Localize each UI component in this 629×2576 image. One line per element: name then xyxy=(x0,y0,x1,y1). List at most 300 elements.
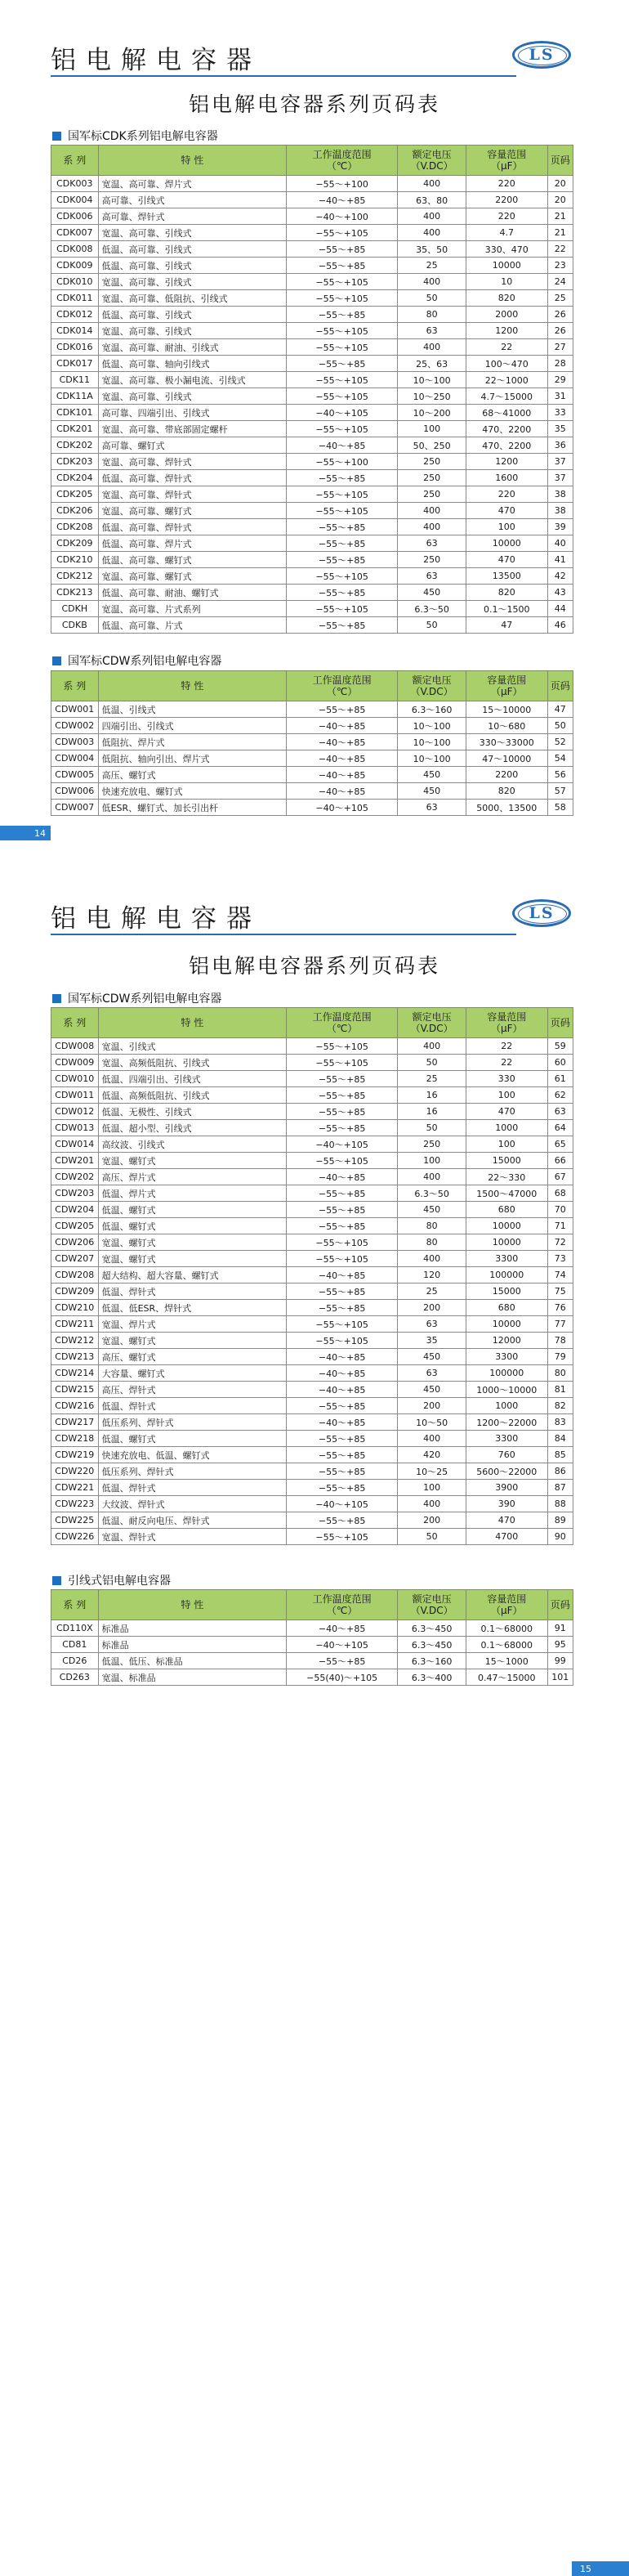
table-row xyxy=(51,421,573,437)
cell-capacitance: 100000 xyxy=(466,1267,548,1284)
cell-capacitance: 1200 xyxy=(466,323,548,339)
cell-series: CDK007 xyxy=(51,225,99,241)
cell-voltage: 25 xyxy=(398,1284,466,1300)
cell-series: CDW204 xyxy=(51,1202,99,1218)
table-row xyxy=(51,1620,573,1637)
cell-page: 20 xyxy=(547,192,573,208)
cell-capacitance: 3300 xyxy=(466,1349,548,1365)
cell-feature: 低压系列、焊针式 xyxy=(98,1414,286,1431)
cell-feature: 低温、焊针式 xyxy=(98,1480,286,1496)
cell-series: CDW004 xyxy=(51,750,99,767)
table-row xyxy=(51,405,573,421)
cell-temp: −40～+85 xyxy=(287,783,398,800)
series-table xyxy=(51,145,573,634)
cell-capacitance: 47 xyxy=(466,617,548,634)
cell-feature: 宽温、焊片式 xyxy=(98,1316,286,1333)
cell-page: 37 xyxy=(547,454,573,470)
series-table xyxy=(51,1007,573,1545)
table-row xyxy=(51,258,573,274)
cell-series: CDW209 xyxy=(51,1284,99,1300)
cell-temp: −55～+105 xyxy=(287,1529,398,1545)
cell-temp: −40～+85 xyxy=(287,767,398,783)
cell-temp: −55～+85 xyxy=(287,1071,398,1087)
table-row xyxy=(51,1120,573,1136)
header-capacitance: 容量范围 （μF） xyxy=(466,1590,548,1620)
cell-series: CDW011 xyxy=(51,1087,99,1104)
table-row xyxy=(51,388,573,405)
cell-page: 65 xyxy=(547,1136,573,1153)
cell-feature: 标准品 xyxy=(98,1637,286,1653)
cell-temp: −55～+85 xyxy=(287,1447,398,1463)
cell-series: CDW217 xyxy=(51,1414,99,1431)
cell-series: CD110X xyxy=(51,1620,99,1637)
cell-temp: −55～+105 xyxy=(287,1333,398,1349)
table-row xyxy=(51,1365,573,1382)
cell-temp: −55～+85 xyxy=(287,1218,398,1234)
cell-temp: −55～+105 xyxy=(287,290,398,307)
cell-feature: 低温、高可靠、螺钉式 xyxy=(98,552,286,568)
cell-feature: 低ESR、螺钉式、加长引出杆 xyxy=(98,800,286,816)
cell-page: 64 xyxy=(547,1120,573,1136)
cell-voltage: 200 xyxy=(398,1398,466,1414)
cell-temp: −40～+85 xyxy=(287,1267,398,1284)
cell-voltage: 6.3～450 xyxy=(398,1620,466,1637)
cell-temp: −55～+105 xyxy=(287,601,398,617)
cell-series: CDW203 xyxy=(51,1185,99,1202)
header-temp: 工作温度范围 （℃） xyxy=(287,1590,398,1620)
cell-feature: 宽温、引线式 xyxy=(98,1038,286,1055)
table-row xyxy=(51,750,573,767)
header-page: 页码 xyxy=(547,146,573,176)
cell-page: 36 xyxy=(547,437,573,454)
table-row xyxy=(51,1316,573,1333)
cell-temp: −40～+85 xyxy=(287,1414,398,1431)
table-row xyxy=(51,1653,573,1669)
cell-voltage: 25、63 xyxy=(398,356,466,372)
cell-feature: 低温、高可靠、耐油、螺钉式 xyxy=(98,585,286,601)
table-row xyxy=(51,1398,573,1414)
cell-capacitance: 220 xyxy=(466,208,548,225)
cell-series: CDKB xyxy=(51,617,99,634)
cell-series: CDW218 xyxy=(51,1431,99,1447)
header-page: 页码 xyxy=(547,1008,573,1038)
cell-voltage: 400 xyxy=(398,1496,466,1512)
table-row xyxy=(51,454,573,470)
cell-feature: 高可靠、焊针式 xyxy=(98,208,286,225)
table-row xyxy=(51,1234,573,1251)
cell-page: 52 xyxy=(547,734,573,750)
cell-series: CD26 xyxy=(51,1653,99,1669)
cell-feature: 低温、高可靠、焊针式 xyxy=(98,519,286,535)
cell-voltage: 10～250 xyxy=(398,388,466,405)
cell-capacitance: 15000 xyxy=(466,1153,548,1169)
cell-series: CDW208 xyxy=(51,1267,99,1284)
cell-voltage: 10～200 xyxy=(398,405,466,421)
cell-capacitance: 1500～47000 xyxy=(466,1185,548,1202)
cell-page: 54 xyxy=(547,750,573,767)
cell-feature: 快速充放电、螺钉式 xyxy=(98,783,286,800)
cell-series: CDW206 xyxy=(51,1234,99,1251)
header-temp: 工作温度范围 （℃） xyxy=(287,146,398,176)
cell-page: 26 xyxy=(547,323,573,339)
table-row xyxy=(51,1087,573,1104)
cell-voltage: 400 xyxy=(398,339,466,356)
cell-series: CDK012 xyxy=(51,307,99,323)
header-series: 系 列 xyxy=(51,1590,99,1620)
cell-page: 95 xyxy=(547,1637,573,1653)
cell-series: CDK003 xyxy=(51,176,99,192)
cell-capacitance: 13500 xyxy=(466,568,548,585)
cell-series: CDK009 xyxy=(51,258,99,274)
cell-series: CDW210 xyxy=(51,1300,99,1316)
cell-series: CDW215 xyxy=(51,1382,99,1398)
table-row xyxy=(51,307,573,323)
cell-series: CDW225 xyxy=(51,1512,99,1529)
cell-series: CDW201 xyxy=(51,1153,99,1169)
cell-temp: −55～+105 xyxy=(287,1055,398,1071)
table-row xyxy=(51,1185,573,1202)
cell-series: CDW220 xyxy=(51,1463,99,1480)
cell-capacitance: 10 xyxy=(466,274,548,290)
cell-series: CDW002 xyxy=(51,718,99,734)
table-row xyxy=(51,192,573,208)
cell-capacitance: 820 xyxy=(466,585,548,601)
cell-series: CDW216 xyxy=(51,1398,99,1414)
cell-feature: 低温、焊片式 xyxy=(98,1185,286,1202)
table-row xyxy=(51,1300,573,1316)
cell-page: 66 xyxy=(547,1153,573,1169)
cell-capacitance: 470 xyxy=(466,1104,548,1120)
cell-voltage: 80 xyxy=(398,1218,466,1234)
cell-temp: −55～+105 xyxy=(287,1316,398,1333)
cell-temp: −55～+105 xyxy=(287,1234,398,1251)
cell-series: CDK202 xyxy=(51,437,99,454)
header-feature: 特 性 xyxy=(98,671,286,701)
cell-series: CD81 xyxy=(51,1637,99,1653)
cell-capacitance: 22～330 xyxy=(466,1169,548,1185)
cell-series: CDK017 xyxy=(51,356,99,372)
cell-page: 86 xyxy=(547,1463,573,1480)
table-row xyxy=(51,1071,573,1087)
header-page: 页码 xyxy=(547,671,573,701)
table-row xyxy=(51,1637,573,1653)
cell-temp: −55～+85 xyxy=(287,1398,398,1414)
header-page: 页码 xyxy=(547,1590,573,1620)
cell-temp: −40～+105 xyxy=(287,405,398,421)
cell-voltage: 35 xyxy=(398,1333,466,1349)
cell-voltage: 450 xyxy=(398,1349,466,1365)
cell-voltage: 100 xyxy=(398,1153,466,1169)
cell-series: CDW012 xyxy=(51,1104,99,1120)
cell-voltage: 80 xyxy=(398,307,466,323)
table-row xyxy=(51,1669,573,1686)
header-title: 铝电解电容器 xyxy=(51,904,261,934)
cell-feature: 高纹波、引线式 xyxy=(98,1136,286,1153)
cell-feature: 高可靠、四端引出、引线式 xyxy=(98,405,286,421)
cell-page: 81 xyxy=(547,1382,573,1398)
cell-voltage: 250 xyxy=(398,470,466,486)
cell-series: CDK004 xyxy=(51,192,99,208)
cell-feature: 低温、高可靠、引线式 xyxy=(98,307,286,323)
header-series: 系 列 xyxy=(51,146,99,176)
cell-capacitance: 0.47～15000 xyxy=(466,1669,548,1686)
cell-capacitance: 4.7 xyxy=(466,225,548,241)
cell-temp: −40～+100 xyxy=(287,208,398,225)
cell-temp: −55～+105 xyxy=(287,274,398,290)
cell-temp: −55～+85 xyxy=(287,470,398,486)
cell-capacitance: 390 xyxy=(466,1496,548,1512)
cell-capacitance: 0.1～1500 xyxy=(466,601,548,617)
table-row xyxy=(51,356,573,372)
cell-voltage: 63 xyxy=(398,535,466,552)
header-capacitance: 容量范围 （μF） xyxy=(466,671,548,701)
cell-feature: 低温、超小型、引线式 xyxy=(98,1120,286,1136)
cell-capacitance: 820 xyxy=(466,783,548,800)
cell-feature: 宽温、标准品 xyxy=(98,1669,286,1686)
cell-feature: 超大结构、超大容量、螺钉式 xyxy=(98,1267,286,1284)
cell-feature: 低阻抗、焊片式 xyxy=(98,734,286,750)
cell-feature: 宽温、高可靠、引线式 xyxy=(98,388,286,405)
cell-page: 61 xyxy=(547,1071,573,1087)
cell-page: 89 xyxy=(547,1512,573,1529)
cell-series: CDK11 xyxy=(51,372,99,388)
table-row xyxy=(51,372,573,388)
table-header-row xyxy=(51,1008,573,1038)
cell-page: 84 xyxy=(547,1431,573,1447)
cell-feature: 宽温、高可靠、焊针式 xyxy=(98,486,286,503)
cell-feature: 高压、焊片式 xyxy=(98,1169,286,1185)
cell-temp: −55～+85 xyxy=(287,701,398,718)
cell-voltage: 400 xyxy=(398,1038,466,1055)
cell-temp: −55～+85 xyxy=(287,1087,398,1104)
cell-page: 25 xyxy=(547,290,573,307)
cell-series: CDK209 xyxy=(51,535,99,552)
cell-feature: 低温、高可靠、焊片式 xyxy=(98,535,286,552)
cell-capacitance: 470 xyxy=(466,552,548,568)
cell-feature: 低温、四端引出、引线式 xyxy=(98,1071,286,1087)
cell-temp: −55～+85 xyxy=(287,1480,398,1496)
cell-series: CDW212 xyxy=(51,1333,99,1349)
cell-temp: −55～+105 xyxy=(287,421,398,437)
table-row xyxy=(51,1251,573,1267)
cell-voltage: 63、80 xyxy=(398,192,466,208)
table-row xyxy=(51,1333,573,1349)
header-voltage: 额定电压 （V.DC） xyxy=(398,1590,466,1620)
cell-temp: −55～+85 xyxy=(287,1512,398,1529)
cell-voltage: 450 xyxy=(398,1382,466,1398)
cell-feature: 低温、高频低阻抗、引线式 xyxy=(98,1087,286,1104)
header-title: 铝电解电容器 xyxy=(51,46,261,75)
cell-feature: 低温、高可靠、片式 xyxy=(98,617,286,634)
cell-feature: 低温、焊针式 xyxy=(98,1398,286,1414)
cell-voltage: 10～100 xyxy=(398,372,466,388)
cell-series: CDW010 xyxy=(51,1071,99,1087)
cell-temp: −40～+85 xyxy=(287,437,398,454)
cell-page: 99 xyxy=(547,1653,573,1669)
cell-voltage: 400 xyxy=(398,274,466,290)
cell-feature: 低温、引线式 xyxy=(98,701,286,718)
cell-capacitance: 2000 xyxy=(466,307,548,323)
cell-capacitance: 3300 xyxy=(466,1251,548,1267)
cell-feature: 宽温、高可靠、引线式 xyxy=(98,323,286,339)
cell-voltage: 6.3～160 xyxy=(398,1653,466,1669)
cell-feature: 宽温、螺钉式 xyxy=(98,1153,286,1169)
cell-feature: 低温、低压、标准品 xyxy=(98,1653,286,1669)
cell-page: 74 xyxy=(547,1267,573,1284)
cell-temp: −55(40)～+105 xyxy=(287,1669,398,1686)
cell-page: 21 xyxy=(547,225,573,241)
cell-page: 44 xyxy=(547,601,573,617)
cell-capacitance: 10000 xyxy=(466,535,548,552)
table-row xyxy=(51,1153,573,1169)
cell-series: CDK205 xyxy=(51,486,99,503)
cell-series: CDW006 xyxy=(51,783,99,800)
cell-voltage: 63 xyxy=(398,323,466,339)
cell-series: CDW214 xyxy=(51,1365,99,1382)
cell-voltage: 450 xyxy=(398,1202,466,1218)
cell-page: 41 xyxy=(547,552,573,568)
cell-capacitance: 5000、13500 xyxy=(466,800,548,816)
cell-voltage: 10～100 xyxy=(398,750,466,767)
cell-capacitance: 820 xyxy=(466,290,548,307)
cell-temp: −55～+85 xyxy=(287,1185,398,1202)
cell-voltage: 400 xyxy=(398,1251,466,1267)
header-voltage: 额定电压 （V.DC） xyxy=(398,1008,466,1038)
cell-voltage: 63 xyxy=(398,1316,466,1333)
cell-temp: −55～+105 xyxy=(287,486,398,503)
table-row xyxy=(51,274,573,290)
cell-voltage: 50 xyxy=(398,1529,466,1545)
cell-page: 60 xyxy=(547,1055,573,1071)
cell-series: CDK203 xyxy=(51,454,99,470)
table-row xyxy=(51,585,573,601)
cell-series: CDK014 xyxy=(51,323,99,339)
cell-capacitance: 100～470 xyxy=(466,356,548,372)
table-row xyxy=(51,1414,573,1431)
cell-series: CDW001 xyxy=(51,701,99,718)
cell-page: 24 xyxy=(547,274,573,290)
cell-series: CDW205 xyxy=(51,1218,99,1234)
table-header-row xyxy=(51,671,573,701)
cell-page: 50 xyxy=(547,718,573,734)
header-rule xyxy=(51,75,516,77)
cell-page: 63 xyxy=(547,1104,573,1120)
section-title: 国军标CDK系列铝电解电容器 xyxy=(52,128,218,144)
cell-page: 21 xyxy=(547,208,573,225)
cell-capacitance: 100 xyxy=(466,1087,548,1104)
cell-feature: 宽温、高频低阻抗、引线式 xyxy=(98,1055,286,1071)
table-row xyxy=(51,1055,573,1071)
cell-voltage: 6.3～400 xyxy=(398,1669,466,1686)
cell-page: 43 xyxy=(547,585,573,601)
cell-voltage: 250 xyxy=(398,1136,466,1153)
header-voltage: 额定电压 （V.DC） xyxy=(398,146,466,176)
cell-feature: 低温、螺钉式 xyxy=(98,1431,286,1447)
section-square-icon xyxy=(52,656,61,665)
cell-series: CDW213 xyxy=(51,1349,99,1365)
cell-temp: −55～+105 xyxy=(287,568,398,585)
cell-capacitance: 1600 xyxy=(466,470,548,486)
cell-temp: −40～+85 xyxy=(287,734,398,750)
cell-voltage: 400 xyxy=(398,519,466,535)
cell-voltage: 6.3～450 xyxy=(398,1637,466,1653)
cell-capacitance: 220 xyxy=(466,176,548,192)
cell-capacitance: 10000 xyxy=(466,258,548,274)
table-row xyxy=(51,486,573,503)
cell-page: 83 xyxy=(547,1414,573,1431)
cell-temp: −55～+105 xyxy=(287,323,398,339)
cell-capacitance: 4700 xyxy=(466,1529,548,1545)
table-header-row xyxy=(51,1590,573,1620)
cell-temp: −55～+85 xyxy=(287,535,398,552)
cell-capacitance: 680 xyxy=(466,1300,548,1316)
table-row xyxy=(51,1463,573,1480)
cell-voltage: 450 xyxy=(398,767,466,783)
cell-feature: 宽温、高可靠、低阻抗、引线式 xyxy=(98,290,286,307)
cell-page: 67 xyxy=(547,1169,573,1185)
table-row xyxy=(51,241,573,258)
cell-voltage: 250 xyxy=(398,454,466,470)
cell-page: 47 xyxy=(547,701,573,718)
table-row xyxy=(51,519,573,535)
cell-voltage: 100 xyxy=(398,1480,466,1496)
header-feature: 特 性 xyxy=(98,1590,286,1620)
cell-capacitance: 0.1～68000 xyxy=(466,1637,548,1653)
table-row xyxy=(51,470,573,486)
section-title: 国军标CDW系列铝电解电容器 xyxy=(52,652,221,669)
cell-capacitance: 10000 xyxy=(466,1218,548,1234)
table-row xyxy=(51,1447,573,1463)
table-row xyxy=(51,176,573,192)
cell-page: 76 xyxy=(547,1300,573,1316)
cell-page: 46 xyxy=(547,617,573,634)
header-series: 系 列 xyxy=(51,1008,99,1038)
cell-feature: 高压、螺钉式 xyxy=(98,767,286,783)
cell-capacitance: 22 xyxy=(466,339,548,356)
cell-voltage: 6.3～50 xyxy=(398,1185,466,1202)
cell-voltage: 63 xyxy=(398,568,466,585)
cell-series: CDK210 xyxy=(51,552,99,568)
cell-feature: 高压、螺钉式 xyxy=(98,1349,286,1365)
table-row xyxy=(51,800,573,816)
header-capacitance: 容量范围 （μF） xyxy=(466,146,548,176)
cell-page: 90 xyxy=(547,1529,573,1545)
table-row xyxy=(51,718,573,734)
cell-page: 56 xyxy=(547,767,573,783)
cell-page: 75 xyxy=(547,1284,573,1300)
cell-page: 22 xyxy=(547,241,573,258)
catalog-page-left xyxy=(0,0,629,858)
cell-series: CDW008 xyxy=(51,1038,99,1055)
cell-voltage: 35、50 xyxy=(398,241,466,258)
cell-page: 79 xyxy=(547,1349,573,1365)
cell-series: CDK011 xyxy=(51,290,99,307)
cell-capacitance: 15000 xyxy=(466,1284,548,1300)
cell-voltage: 100 xyxy=(398,421,466,437)
cell-feature: 低温、螺钉式 xyxy=(98,1202,286,1218)
cell-page: 35 xyxy=(547,421,573,437)
cell-page: 77 xyxy=(547,1316,573,1333)
cell-temp: −40～+85 xyxy=(287,192,398,208)
cell-temp: −40～+105 xyxy=(287,1637,398,1653)
cell-temp: −55～+85 xyxy=(287,1300,398,1316)
cell-page: 80 xyxy=(547,1365,573,1382)
cell-page: 78 xyxy=(547,1333,573,1349)
table-row xyxy=(51,437,573,454)
cell-capacitance: 47～10000 xyxy=(466,750,548,767)
page-subtitle: 铝电解电容器系列页码表 xyxy=(188,954,440,978)
cell-capacitance: 3900 xyxy=(466,1480,548,1496)
